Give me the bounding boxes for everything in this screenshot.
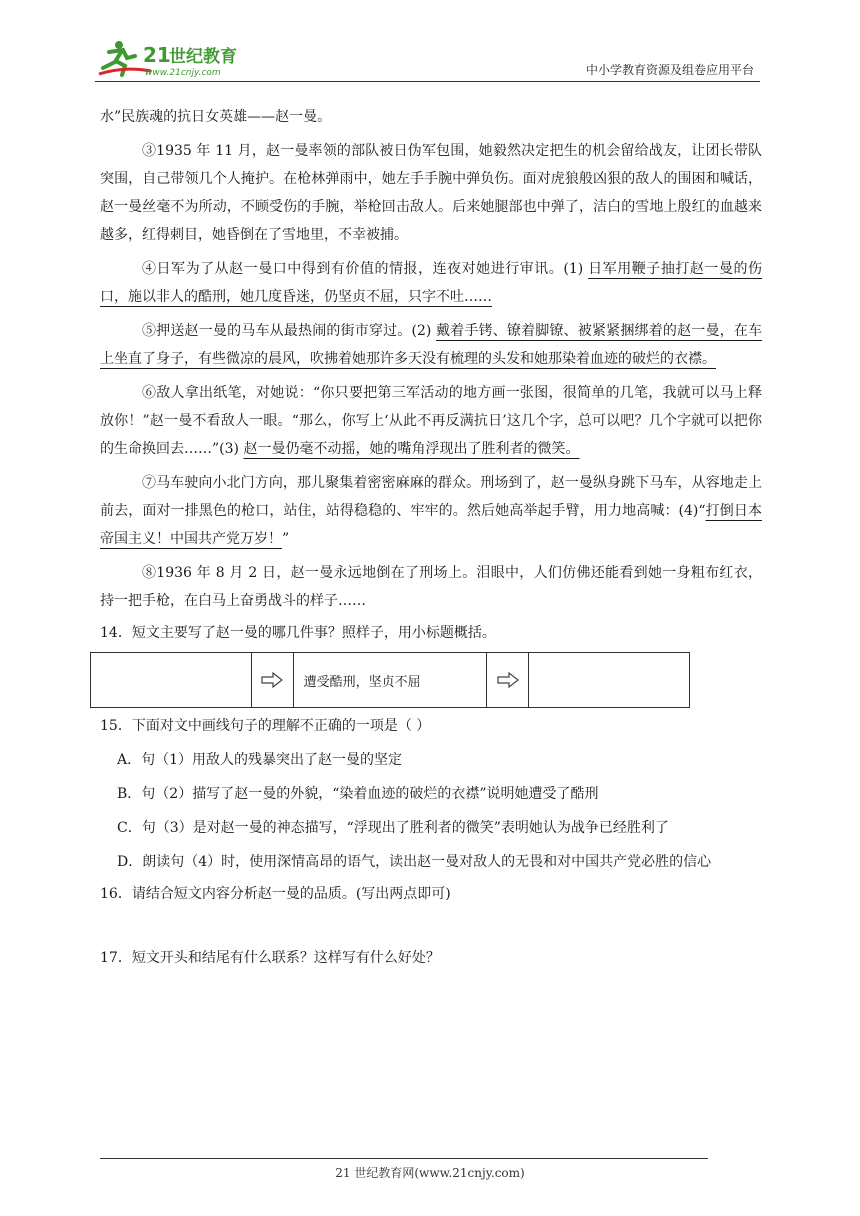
passage-paragraph: ⑦马车驶向小北门方向，那儿聚集着密密麻麻的群众。刑场到了，赵一曼纵身跳下马车，从容地走上前去，面对一排黑色的枪口，站住，站得稳稳的、牢牢的。然后她高举起手臂，用力地高喊：(4)“打倒日本帝国主义！中国共产党万岁！” — [100, 475, 762, 547]
page-header — [95, 38, 760, 80]
passage-paragraph: ⑥敌人拿出纸笔，对她说：“你只要把第三军活动的地方画一张图，很简单的几笔，我就可以马上释放你！”赵一曼不看敌人一眼。“那么，你写上‘从此不再反满抗日’这几个字，总可以吧？几个字就可以把你的生命换回去……”(3) 赵一曼仍毫不动摇，她的嘴角浮现出了胜利者的微笑。 — [100, 385, 762, 457]
arrow-right-icon — [261, 672, 283, 688]
passage-paragraph: ⑧1936 年 8 月 2 日，赵一曼永远地倒在了刑场上。泪眼中，人们仿佛还能看到她一身粗布红衣，持一把手枪，在白马上奋勇战斗的样子…… — [100, 565, 762, 609]
platform-name: 中小学教育资源及组卷应用平台 — [585, 63, 754, 77]
question-16: 16．请结合短文内容分析赵一曼的品质。(写出两点即可) — [100, 886, 451, 902]
svg-text:www.21cnjy.com: www.21cnjy.com — [145, 68, 221, 78]
underlined-sentence-4: 打倒日本帝国主义！中国共产党万岁！ — [100, 503, 762, 547]
passage-paragraph: ⑤押送赵一曼的马车从最热闹的街市穿过。(2) 戴着手铐、镣着脚镣、被紧紧捆绑着的赵一曼，在车上坐直了身子，有些微凉的晨风，吹拂着她那许多天没有梳理的头发和她那染着血迹的破烂的衣襟。 — [100, 323, 763, 367]
question-17: 17．短文开头和结尾有什么联系？这样写有什么好处？ — [100, 950, 440, 966]
example-cell: 遭受酷刑，坚贞不屈 — [293, 653, 487, 708]
passage-paragraph: ③1935 年 11 月，赵一曼率领的部队被日伪军包围，她毅然决定把生的机会留给战友，让团长带队突围，自己带领几个人掩护。在枪林弹雨中，她左手手腕中弹负伤。面对虎狼般凶狠的敌人的围困和喊话，赵一曼丝毫不为所动，不顾受伤的手腕，举枪回击敌人。后来她腿部也中弹了，洁白的雪地上殷红的血越来越多，红得刺目，她昏倒在了雪地里，不幸被捕。 — [100, 143, 762, 243]
question-15: 15．下面对文中画线句子的理解不正确的一项是（ ） — [100, 718, 431, 734]
arrow-right-icon — [497, 672, 519, 688]
underlined-sentence-3: 赵一曼仍毫不动摇，她的嘴角浮现出了胜利者的微笑。 — [243, 441, 580, 457]
answer-table — [90, 652, 690, 708]
passage-paragraph: 水”民族魂的抗日女英雄——赵一曼。 — [100, 109, 332, 125]
underlined-sentence-2: 戴着手铐、镣着脚镣、被紧紧捆绑着的赵一曼，在车上坐直了身子，有些微凉的晨风，吹拂着她那许多天没有梳理的头发和她那染着血迹的破烂的衣襟。 — [100, 323, 763, 367]
option-a: A．句（1）用敌人的残暴突出了赵一曼的坚定 — [117, 752, 403, 768]
option-b: B．句（2）描写了赵一曼的外貌，“染着血迹的破烂的衣襟”说明她遭受了酷刑 — [117, 786, 599, 802]
header-divider — [95, 81, 760, 82]
document-body — [100, 103, 762, 972]
answer-cell-3[interactable] — [528, 653, 689, 708]
page-footer: 21 世纪教育网(www.21cnjy.com) — [335, 1166, 525, 1180]
svg-text:21: 21 — [143, 43, 171, 67]
svg-text:世纪教育: 世纪教育 — [169, 47, 237, 67]
arrow-cell — [487, 653, 529, 708]
site-logo — [95, 38, 265, 78]
footer-divider — [100, 1158, 708, 1159]
question-14: 14．短文主要写了赵一曼的哪几件事？照样子，用小标题概括。 — [100, 625, 496, 641]
arrow-cell — [252, 653, 294, 708]
underlined-sentence-1: 日军用鞭子抽打赵一曼的伤口，施以非人的酷刑，她几度昏迷，仍坚贞不屈，只字不吐…… — [100, 261, 762, 305]
option-d: D．朗读句（4）时，使用深情高昂的语气，读出赵一曼对敌人的无畏和对中国共产党必胜的信心 — [117, 854, 712, 870]
passage-paragraph: ④日军为了从赵一曼口中得到有价值的情报，连夜对她进行审讯。(1) 日军用鞭子抽打赵一曼的伤口，施以非人的酷刑，她几度昏迷，仍坚贞不屈，只字不吐…… — [100, 261, 762, 305]
answer-cell-1[interactable] — [91, 653, 252, 708]
option-c: C．句（3）是对赵一曼的神态描写，“浮现出了胜利者的微笑”表明她认为战争已经胜利了 — [117, 820, 669, 836]
